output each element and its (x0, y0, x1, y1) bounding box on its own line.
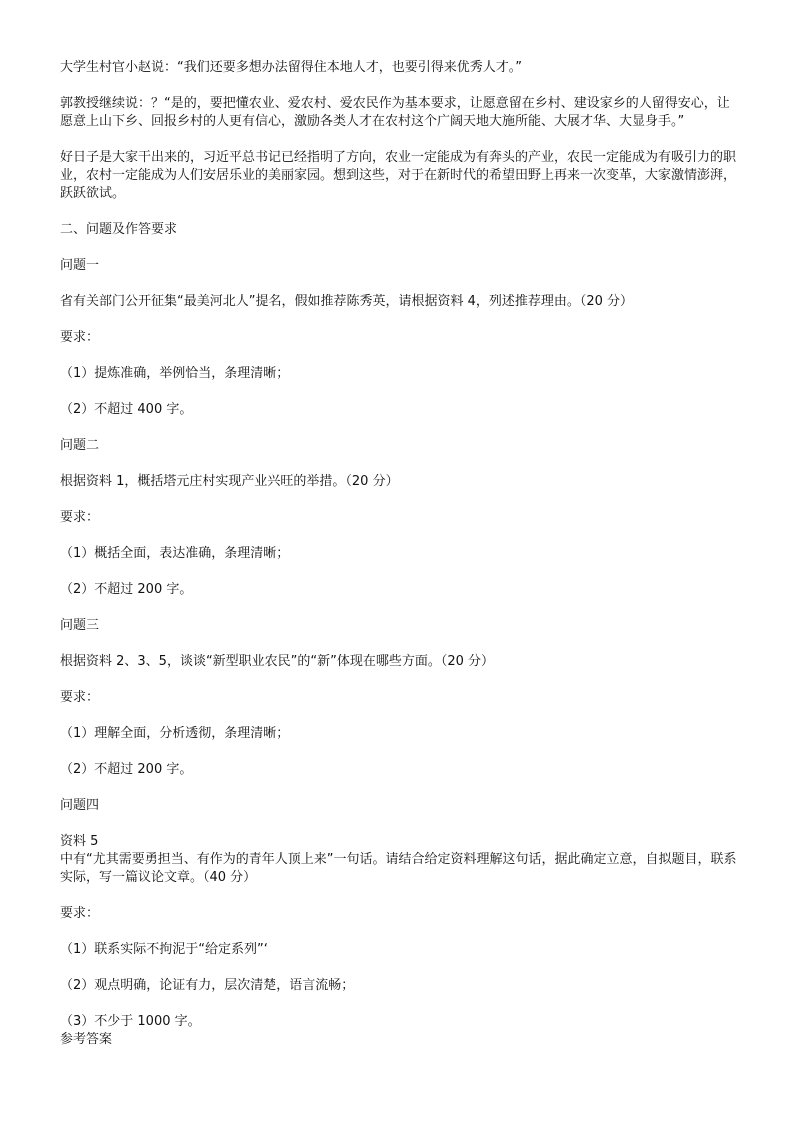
question-3-requirement-2: （2）不超过 200 字。 (60, 762, 193, 777)
question-1-requirement-1: （1）提炼准确，举例恰当，条理清晰； (60, 366, 290, 381)
question-4-reference: 资料 5 (60, 834, 99, 849)
question-4-requirements-label: 要求： (60, 906, 100, 921)
question-4-requirement-2: （2）观点明确，论证有力，层次清楚，语言流畅； (60, 978, 355, 993)
question-4-requirement-1: （1）联系实际不拘泥于“给定系列”‘ (60, 942, 268, 957)
question-1-requirements-label: 要求： (60, 330, 100, 345)
question-3-requirements-label: 要求： (60, 690, 100, 705)
question-2-requirement-2: （2）不超过 200 字。 (60, 582, 193, 597)
paragraph-zhao-quote: 大学生村官小赵说：“我们还要多想办法留得住本地人才，也要引得来优秀人才。” (60, 60, 522, 75)
question-2-requirements-label: 要求： (60, 510, 100, 525)
document-page (60, 59, 740, 1049)
question-1-title: 问题一 (60, 258, 100, 273)
question-3-prompt: 根据资料 2、3、5，谈谈“新型职业农民”的“新”体现在哪些方面。（20 分） (60, 654, 495, 669)
paragraph-good-life: 好日子是大家干出来的，习近平总书记已经指明了方向，农业一定能成为有奔头的产业，农民一定能成为有吸引力的职业，农村一定能成为人们安居乐业的美丽家园。想到这些，对于在新时代的希望田野上再来一次变革，大家激情澎湃，跃跃欲试。 (60, 150, 737, 201)
paragraph-guo-quote: 郭教授继续说：？“是的，要把懂农业、爱农村、爱农民作为基本要求，让愿意留在乡村、建设家乡的人留得安心，让愿意上山下乡、回报乡村的人更有信心，激励各类人才在农村这个广阔天地大施所能、大展才华、大显身手。” (60, 96, 730, 129)
question-2-title: 问题二 (60, 438, 100, 453)
question-3-title: 问题三 (60, 618, 100, 633)
answer-section-title: 参考答案 (60, 1032, 113, 1047)
question-3-requirement-1: （1）理解全面，分析透彻，条理清晰； (60, 726, 290, 741)
section-title: 二、问题及作答要求 (60, 222, 178, 237)
question-1-requirement-2: （2）不超过 400 字。 (60, 402, 193, 417)
question-1-prompt: 省有关部门公开征集“最美河北人”提名，假如推荐陈秀英，请根据资料 4，列述推荐理由。（20 分） (60, 294, 634, 309)
question-4-requirement-3: （3）不少于 1000 字。 (60, 1014, 201, 1029)
question-2-prompt: 根据资料 1，概括塔元庄村实现产业兴旺的举措。（20 分） (60, 474, 399, 489)
question-2-requirement-1: （1）概括全面，表达准确，条理清晰； (60, 546, 290, 561)
question-4-title: 问题四 (60, 798, 100, 813)
question-4-prompt: 中有“尤其需要勇担当、有作为的青年人顶上来”一句话。请结合给定资料理解这句话，据此确定立意，自拟题目，联系实际，写一篇议论文章。（40 分） (60, 852, 737, 885)
